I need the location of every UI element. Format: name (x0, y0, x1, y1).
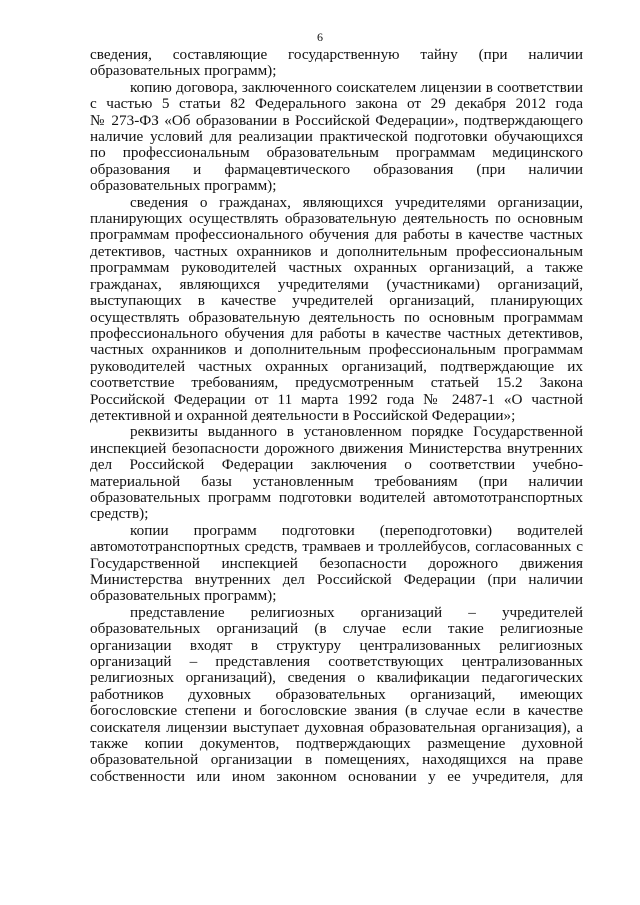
text-line: соответствие требованиям, предусмотренным статьей 15.2 Закона (90, 374, 583, 392)
text-line: богословские степени и богословские звания (в случае если в качестве (90, 702, 583, 720)
text-line: сведения о гражданах, являющихся учредителями организации, (130, 193, 583, 211)
text-line: религиозных организаций), сведения о квалификации педагогических (90, 669, 583, 687)
text-line: автомототранспортных средств, трамваев и троллейбусов, согласованных с (90, 538, 583, 556)
text-line: гражданах, являющихся учредителями (участниками) организаций, (90, 275, 583, 293)
page-number: 6 (317, 30, 323, 44)
text-line: детективной и охранной деятельности в Российской Федерации»; (90, 406, 516, 424)
text-line: программам руководителей частных охранных организаций, а также (90, 259, 583, 277)
document-body (90, 47, 583, 785)
text-line: образовательных программ); (90, 62, 277, 80)
text-line: планирующих осуществлять образовательную деятельность по основным (90, 210, 583, 228)
text-line: копию договора, заключенного соискателем лицензии в соответствии (130, 78, 583, 96)
text-line: организации входят в структуру централизованных религиозных (90, 636, 583, 654)
text-line: образовательной организации в помещениях, находящихся на праве (90, 751, 583, 769)
text-line: образовательных программ); (90, 587, 277, 605)
text-line: представление религиозных организаций – учредителей (130, 603, 583, 621)
text-line: сведения, составляющие государственную тайну (при наличии (90, 46, 583, 63)
text-line: выступающих в качестве учредителей организаций, планирующих (90, 292, 583, 310)
text-line: осуществлять образовательную деятельность по основным программам (90, 308, 583, 326)
text-line: № 273-ФЗ «Об образовании в Российской Федерации», подтверждающего (90, 111, 583, 129)
text-line: образовательных организаций (в случае если такие религиозные (90, 620, 583, 638)
text-line: дел Российской Федерации заключения о соответствии учебно- (90, 456, 583, 474)
text-line: Государственной инспекцией безопасности дорожного движения (90, 554, 583, 572)
text-line: инспекцией безопасности дорожного движения Министерства внутренних (90, 439, 583, 457)
text-line: с частью 5 статьи 82 Федерального закона от 29 декабря 2012 года (90, 95, 583, 113)
text-line: Министерства внутренних дел Российской Федерации (при наличии (90, 571, 583, 588)
text-line: образовательных программ подготовки водителей автомототранспортных (90, 488, 583, 506)
text-line: копии программ подготовки (переподготовки) водителей (130, 521, 583, 539)
text-line: по профессиональным образовательным программам медицинского (90, 144, 583, 162)
text-line: профессионального обучения для работы в качестве частных детективов, (90, 324, 583, 342)
text-line: соискателя лицензии выступает духовная образовательная организация), а (90, 718, 583, 736)
text-line: программам профессионального обучения для работы в качестве частных (90, 226, 583, 244)
text-line: собственности или ином законном основании у ее учредителя, для (90, 767, 583, 785)
text-line: реквизиты выданного в установленном порядке Государственной (130, 423, 583, 441)
text-line: наличие условий для реализации практической подготовки обучающихся (90, 128, 583, 146)
text-line: детективов, частных охранников и дополнительным профессиональным (90, 242, 583, 260)
text-line: средств); (90, 505, 149, 523)
text-line: также копии документов, подтверждающих размещение духовной (90, 735, 583, 753)
text-line: материальной базы установленным требованиям (при наличии (90, 472, 583, 490)
text-line: организаций – представления соответствующих централизованных (90, 653, 583, 671)
text-line: образования и фармацевтического образования (при наличии (90, 160, 583, 178)
text-line: частных охранников и дополнительным профессиональным программам (90, 341, 583, 359)
text-line: руководителей частных охранных организаций, подтверждающие их (90, 357, 583, 375)
text-line: образовательных программ); (90, 177, 277, 195)
text-line: Российской Федерации от 11 марта 1992 года № 2487-1 «О частной (90, 390, 583, 408)
text-line: работников духовных образовательных организаций, имеющих (90, 685, 583, 703)
